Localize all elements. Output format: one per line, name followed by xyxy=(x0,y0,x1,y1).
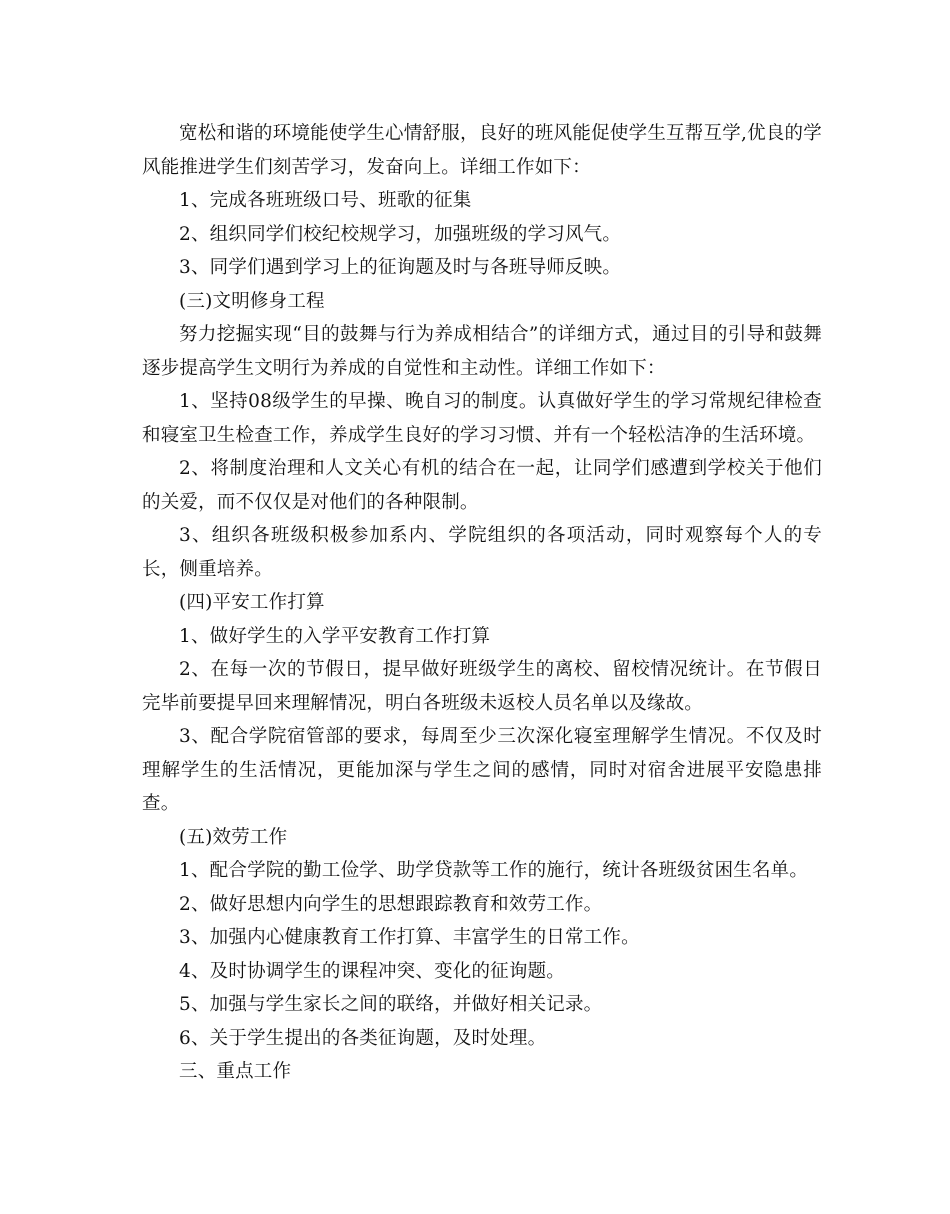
list-item: 6、关于学生提出的各类征询题，及时处理。 xyxy=(179,1027,547,1049)
list-item: 2、将制度治理和人文关心有机的结合在一起，让同学们感遭到学校关于他们的关爱，而不仅仅是对他们的各种限制。 xyxy=(142,458,822,513)
list-item: 1、坚持08级学生的早操、晚自习的制度。认真做好学生的学习常规纪律检查和寝室卫生检查工作，养成学生良好的学习习惯、并有一个轻松洁净的生活环境。 xyxy=(142,391,822,446)
paragraph: 努力挖掘实现“目的鼓舞与行为养成相结合”的详细方式，通过目的引导和鼓舞逐步提高学生文明行为养成的自觉性和主动性。详细工作如下： xyxy=(142,324,822,379)
section-heading: (四)平安工作打算 xyxy=(179,592,325,613)
section-heading: 三、重点工作 xyxy=(179,1061,292,1082)
list-item: 3、加强内心健康教育工作打算、丰富学生的日常工作。 xyxy=(179,927,640,948)
list-item: 1、做好学生的入学平安教育工作打算 xyxy=(179,625,491,647)
paragraph: 宽松和谐的环境能使学生心情舒服，良好的班风能促使学生互帮互学,优良的学风能推进学生们刻苦学习，发奋向上。详细工作如下： xyxy=(142,123,822,178)
list-item: 1、配合学院的勤工俭学、助学贷款等工作的施行，统计各班级贫困生名单。 xyxy=(179,860,809,881)
list-item: 2、组织同学们校纪校规学习，加强班级的学习风气。 xyxy=(179,223,622,245)
list-item: 3、同学们遇到学习上的征询题及时与各班导师反映。 xyxy=(179,257,622,278)
section-heading: (五)效劳工作 xyxy=(179,826,288,848)
list-item: 5、加强与学生家长之间的联络，并做好相关记录。 xyxy=(179,994,603,1015)
list-item: 3、组织各班级积极参加系内、学院组织的各项活动，同时观察每个人的专长，侧重培养。 xyxy=(142,525,822,580)
list-item: 3、配合学院宿管部的要求，每周至少三次深化寝室理解学生情况。不仅及时理解学生的生活情况，更能加深与学生之间的感情，同时对宿舍进展平安隐患排查。 xyxy=(142,726,822,814)
list-item: 4、及时协调学生的课程冲突、变化的征询题。 xyxy=(179,960,565,982)
document-body xyxy=(142,117,822,1089)
list-item: 2、在每一次的节假日，提早做好班级学生的离校、留校情况统计。在节假日完毕前要提早回来理解情况，明白各班级未返校人员名单以及缘故。 xyxy=(142,659,822,714)
list-item: 2、做好思想内向学生的思想跟踪教育和效劳工作。 xyxy=(179,893,603,915)
list-item: 1、完成各班班级口号、班歌的征集 xyxy=(179,190,472,211)
section-heading: (三)文明修身工程 xyxy=(179,290,325,312)
